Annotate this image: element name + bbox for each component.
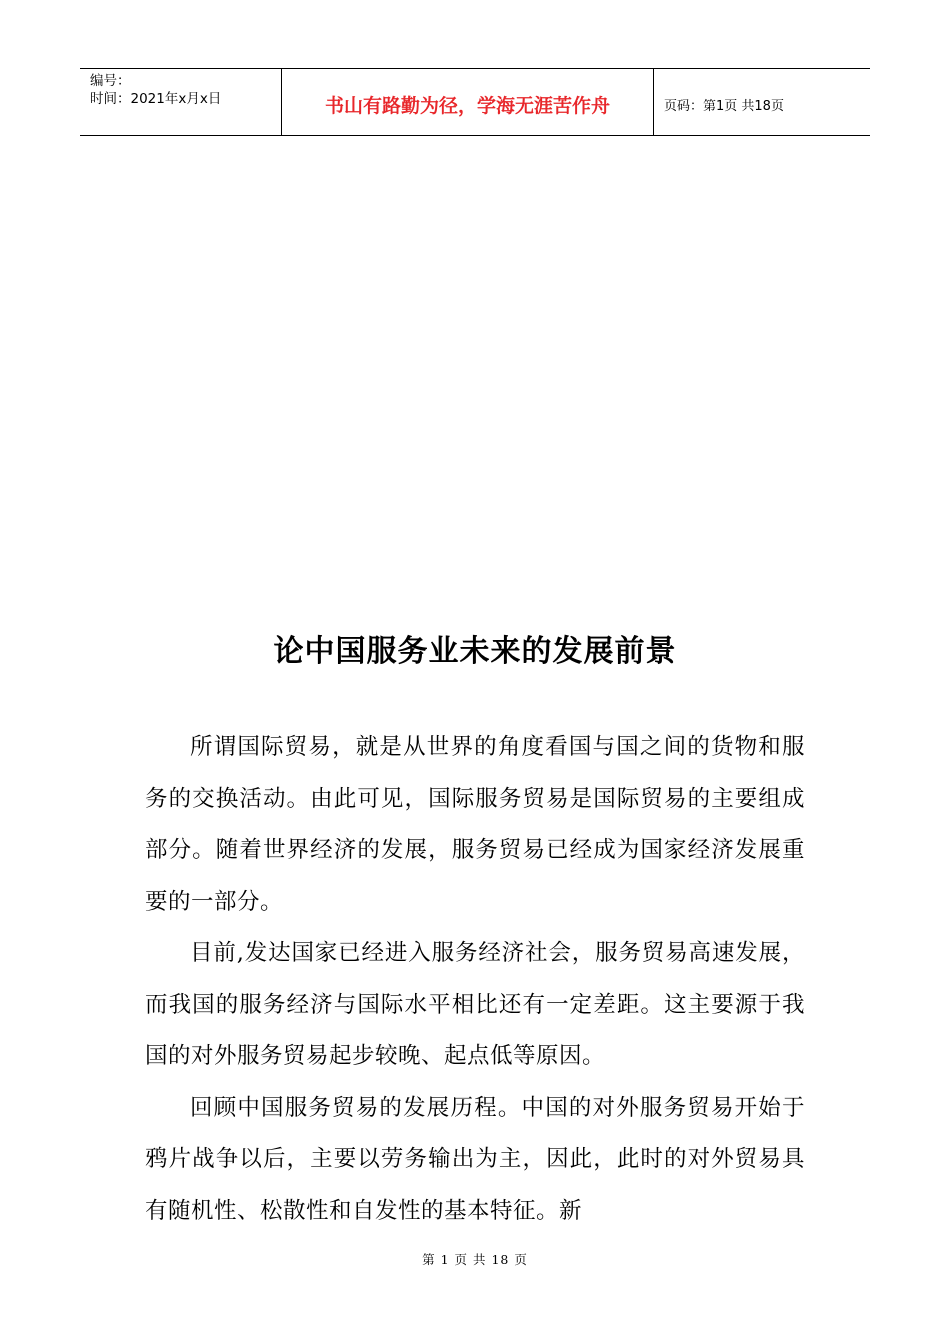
paragraph: 目前,发达国家已经进入服务经济社会，服务贸易高速发展，而我国的服务经济与国际水平相比还有一定差距。这主要源于我国的对外服务贸易起步较晚、起点低等原因。 <box>145 940 805 1069</box>
number-label: 编号： <box>90 73 131 89</box>
header-page-info: 页码：第1页 共18页 <box>664 98 784 114</box>
header-meta <box>80 69 282 135</box>
paragraph: 所谓国际贸易，就是从世界的角度看国与国之间的货物和服务的交换活动。由此可见，国际服务贸易是国际贸易的主要组成部分。随着世界经济的发展，服务贸易已经成为国家经济发展重要的一部分。 <box>145 734 805 915</box>
paragraph: 回顾中国服务贸易的发展历程。中国的对外服务贸易开始于鸦片战争以后，主要以劳务输出为主，因此，此时的对外贸易具有随机性、松散性和自发性的基本特征。新 <box>145 1094 805 1224</box>
document-body <box>145 722 805 1237</box>
header-motto: 书山有路勤为径，学海无涯苦作舟 <box>282 69 654 135</box>
document-header <box>80 68 870 136</box>
time-label: 时间：2021年x月x日 <box>90 91 222 107</box>
document-title: 论中国服务业未来的发展前景 <box>273 634 677 669</box>
page-footer: 第 1 页 共 18 页 <box>422 1252 528 1267</box>
